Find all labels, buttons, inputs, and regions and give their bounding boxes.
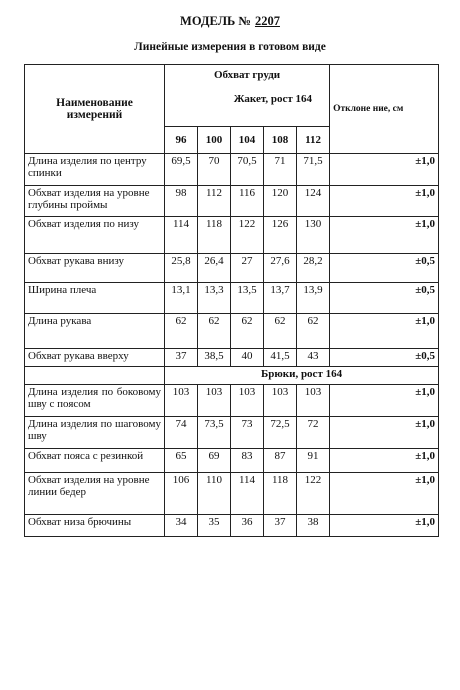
measurement-value: 126 <box>264 217 297 254</box>
measurement-value: 118 <box>198 217 231 254</box>
model-label: МОДЕЛЬ № <box>180 14 251 28</box>
model-number: 2207 <box>254 14 280 28</box>
measurement-value: 116 <box>231 186 264 217</box>
measurement-value: 38,5 <box>198 349 231 367</box>
header-row <box>25 65 439 127</box>
measurement-name: Ширина плеча <box>25 283 165 314</box>
jacket-title: Жакет, рост 164 <box>233 93 313 105</box>
measurement-value: 13,7 <box>264 283 297 314</box>
measurement-value: 122 <box>231 217 264 254</box>
measurement-name: Длина изделия по шаговому шву <box>25 417 165 449</box>
deviation-value: ±1,0 <box>330 473 439 515</box>
measurement-value: 70,5 <box>231 154 264 186</box>
measurement-value: 118 <box>264 473 297 515</box>
measurement-value: 106 <box>165 473 198 515</box>
measurement-value: 87 <box>264 449 297 473</box>
table-row <box>25 283 439 314</box>
measurement-value: 34 <box>165 515 198 537</box>
measurement-value: 62 <box>165 314 198 349</box>
measurement-value: 35 <box>198 515 231 537</box>
measurement-name: Обхват изделия по низу <box>25 217 165 254</box>
measurement-value: 130 <box>297 217 330 254</box>
measurement-name: Обхват низа брючины <box>25 515 165 537</box>
measurement-value: 26,4 <box>198 254 231 283</box>
deviation-value: ±0,5 <box>330 283 439 314</box>
measurement-name: Обхват рукава вверху <box>25 349 165 367</box>
measurement-value: 38 <box>297 515 330 537</box>
table-row <box>25 515 439 537</box>
measurement-value: 72 <box>297 417 330 449</box>
measurement-value: 103 <box>264 385 297 417</box>
measurement-value: 65 <box>165 449 198 473</box>
measurement-name: Длина изделия по боковому шву с поясом <box>25 385 165 417</box>
size-header-96: 96 <box>165 127 198 154</box>
deviation-value: ±1,0 <box>330 186 439 217</box>
measurement-name: Длина изделия по центру спинки <box>25 154 165 186</box>
measurement-value: 103 <box>231 385 264 417</box>
measurement-value: 72,5 <box>264 417 297 449</box>
deviation-value: ±1,0 <box>330 217 439 254</box>
measurement-value: 124 <box>297 186 330 217</box>
measurement-value: 13,1 <box>165 283 198 314</box>
measurement-value: 69 <box>198 449 231 473</box>
table-row <box>25 385 439 417</box>
trousers-section-row <box>25 367 439 385</box>
name-header: Наименование измерений <box>25 65 165 154</box>
measurement-value: 13,3 <box>198 283 231 314</box>
deviation-value: ±1,0 <box>330 515 439 537</box>
deviation-value: ±0,5 <box>330 349 439 367</box>
measurement-name: Обхват изделия на уровне линии бедер <box>25 473 165 515</box>
measurement-value: 114 <box>231 473 264 515</box>
table-row <box>25 186 439 217</box>
table-row <box>25 449 439 473</box>
size-header-112: 112 <box>297 127 330 154</box>
measurement-value: 13,5 <box>231 283 264 314</box>
measurement-value: 73,5 <box>198 417 231 449</box>
table-row <box>25 473 439 515</box>
table-row <box>25 154 439 186</box>
deviation-value: ±0,5 <box>330 254 439 283</box>
measurement-value: 103 <box>198 385 231 417</box>
measurement-value: 43 <box>297 349 330 367</box>
measurement-value: 25,8 <box>165 254 198 283</box>
measurement-value: 69,5 <box>165 154 198 186</box>
measurement-value: 41,5 <box>264 349 297 367</box>
measurement-value: 120 <box>264 186 297 217</box>
measurement-value: 40 <box>231 349 264 367</box>
size-header-100: 100 <box>198 127 231 154</box>
section-spacer <box>25 367 165 385</box>
table-row <box>25 254 439 283</box>
trousers-title: Брюки, рост 164 <box>165 367 439 385</box>
measurements-table <box>24 64 439 537</box>
measurement-value: 27,6 <box>264 254 297 283</box>
measurement-value: 28,2 <box>297 254 330 283</box>
size-header-108: 108 <box>264 127 297 154</box>
measurement-value: 110 <box>198 473 231 515</box>
group-header-cell <box>165 65 330 127</box>
measurement-value: 71 <box>264 154 297 186</box>
measurement-value: 62 <box>231 314 264 349</box>
table-row <box>25 417 439 449</box>
measurement-value: 62 <box>264 314 297 349</box>
measurement-value: 62 <box>297 314 330 349</box>
deviation-value: ±1,0 <box>330 154 439 186</box>
measurement-value: 98 <box>165 186 198 217</box>
table-row <box>25 349 439 367</box>
measurement-value: 83 <box>231 449 264 473</box>
deviation-header: Отклоне ние, см <box>330 65 439 154</box>
measurement-name: Обхват изделия на уровне глубины проймы <box>25 186 165 217</box>
measurement-value: 37 <box>165 349 198 367</box>
measurement-value: 103 <box>165 385 198 417</box>
measurement-value: 37 <box>264 515 297 537</box>
deviation-value: ±1,0 <box>330 417 439 449</box>
group-header: Обхват груди <box>213 69 281 81</box>
measurement-value: 13,9 <box>297 283 330 314</box>
subtitle: Линейные измерения в готовом виде <box>134 41 326 53</box>
measurement-value: 103 <box>297 385 330 417</box>
measurement-name: Обхват пояса с резинкой <box>25 449 165 473</box>
measurement-value: 73 <box>231 417 264 449</box>
table-row <box>25 314 439 349</box>
deviation-value: ±1,0 <box>330 314 439 349</box>
measurement-value: 112 <box>198 186 231 217</box>
measurement-value: 27 <box>231 254 264 283</box>
measurement-value: 114 <box>165 217 198 254</box>
deviation-value: ±1,0 <box>330 385 439 417</box>
measurement-value: 122 <box>297 473 330 515</box>
measurement-value: 74 <box>165 417 198 449</box>
measurement-value: 36 <box>231 515 264 537</box>
measurement-value: 71,5 <box>297 154 330 186</box>
measurement-name: Обхват рукава внизу <box>25 254 165 283</box>
measurement-name: Длина рукава <box>25 314 165 349</box>
measurement-value: 70 <box>198 154 231 186</box>
table-row <box>25 217 439 254</box>
model-title <box>0 14 460 29</box>
measurement-value: 91 <box>297 449 330 473</box>
measurement-value: 62 <box>198 314 231 349</box>
deviation-value: ±1,0 <box>330 449 439 473</box>
size-header-104: 104 <box>231 127 264 154</box>
